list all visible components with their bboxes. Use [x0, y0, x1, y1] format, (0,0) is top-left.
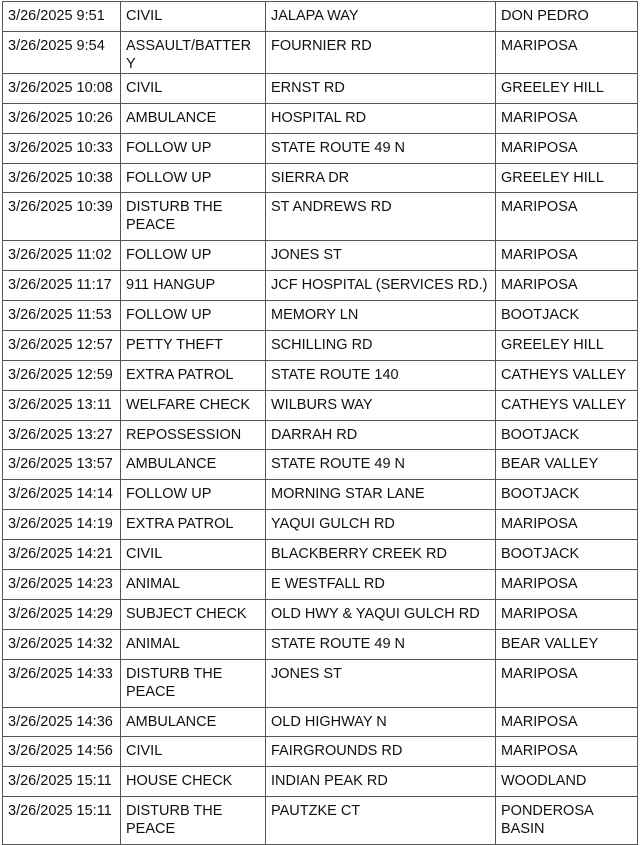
cell-area: MARIPOSA	[496, 659, 638, 707]
cell-area: MARIPOSA	[496, 271, 638, 301]
cell-incident-type: DISTURB THE PEACE	[121, 797, 266, 845]
cell-datetime: 3/26/2025 14:19	[3, 510, 121, 540]
cell-incident-type: DISTURB THE PEACE	[121, 659, 266, 707]
cell-datetime: 3/26/2025 14:32	[3, 629, 121, 659]
cell-incident-type: FOLLOW UP	[121, 163, 266, 193]
cell-location: JONES ST	[266, 659, 496, 707]
cell-location: JALAPA WAY	[266, 2, 496, 32]
cell-area: MARIPOSA	[496, 570, 638, 600]
table-row	[3, 480, 638, 510]
table-row	[3, 360, 638, 390]
table-row	[3, 241, 638, 271]
cell-datetime: 3/26/2025 13:57	[3, 450, 121, 480]
cell-location: BLACKBERRY CREEK RD	[266, 540, 496, 570]
table-row	[3, 420, 638, 450]
cell-location: SCHILLING RD	[266, 330, 496, 360]
cell-location: OLD HWY & YAQUI GULCH RD	[266, 599, 496, 629]
cell-area: PONDEROSA BASIN	[496, 797, 638, 845]
table-row	[3, 707, 638, 737]
cell-incident-type: FOLLOW UP	[121, 480, 266, 510]
cell-incident-type: SUBJECT CHECK	[121, 599, 266, 629]
cell-datetime: 3/26/2025 13:27	[3, 420, 121, 450]
cell-area: BOOTJACK	[496, 420, 638, 450]
table-row	[3, 163, 638, 193]
cell-datetime: 3/26/2025 10:08	[3, 73, 121, 103]
cell-location: ST ANDREWS RD	[266, 193, 496, 241]
cell-datetime: 3/26/2025 9:54	[3, 31, 121, 73]
cell-area: MARIPOSA	[496, 133, 638, 163]
cell-location: STATE ROUTE 49 N	[266, 629, 496, 659]
cell-datetime: 3/26/2025 11:17	[3, 271, 121, 301]
cell-datetime: 3/26/2025 14:33	[3, 659, 121, 707]
cell-incident-type: ANIMAL	[121, 629, 266, 659]
table-row	[3, 797, 638, 845]
cell-area: BOOTJACK	[496, 540, 638, 570]
cell-incident-type: PETTY THEFT	[121, 330, 266, 360]
cell-incident-type: REPOSSESSION	[121, 420, 266, 450]
cell-area: BOOTJACK	[496, 301, 638, 331]
table-row	[3, 103, 638, 133]
table-row	[3, 31, 638, 73]
cell-area: BEAR VALLEY	[496, 629, 638, 659]
cell-datetime: 3/26/2025 11:53	[3, 301, 121, 331]
table-row	[3, 767, 638, 797]
table-row	[3, 599, 638, 629]
cell-location: DARRAH RD	[266, 420, 496, 450]
table-row	[3, 737, 638, 767]
cell-area: CATHEYS VALLEY	[496, 390, 638, 420]
cell-area: BEAR VALLEY	[496, 450, 638, 480]
cell-datetime: 3/26/2025 14:14	[3, 480, 121, 510]
cell-area: MARIPOSA	[496, 599, 638, 629]
cell-datetime: 3/26/2025 14:56	[3, 737, 121, 767]
table-row	[3, 450, 638, 480]
cell-area: CATHEYS VALLEY	[496, 360, 638, 390]
cell-location: SIERRA DR	[266, 163, 496, 193]
cell-area: GREELEY HILL	[496, 73, 638, 103]
cell-incident-type: ASSAULT/BATTERY	[121, 31, 266, 73]
cell-area: MARIPOSA	[496, 103, 638, 133]
cell-datetime: 3/26/2025 12:57	[3, 330, 121, 360]
cell-datetime: 3/26/2025 9:51	[3, 2, 121, 32]
cell-incident-type: FOLLOW UP	[121, 133, 266, 163]
cell-incident-type: CIVIL	[121, 2, 266, 32]
cell-incident-type: AMBULANCE	[121, 103, 266, 133]
cell-incident-type: AMBULANCE	[121, 707, 266, 737]
cell-area: MARIPOSA	[496, 510, 638, 540]
cell-datetime: 3/26/2025 10:33	[3, 133, 121, 163]
cell-incident-type: EXTRA PATROL	[121, 360, 266, 390]
cell-area: GREELEY HILL	[496, 330, 638, 360]
cell-incident-type: FOLLOW UP	[121, 241, 266, 271]
cell-area: MARIPOSA	[496, 241, 638, 271]
cell-location: PAUTZKE CT	[266, 797, 496, 845]
cell-incident-type: HOUSE CHECK	[121, 767, 266, 797]
cell-area: BOOTJACK	[496, 480, 638, 510]
cell-area: MARIPOSA	[496, 737, 638, 767]
cell-incident-type: DISTURB THE PEACE	[121, 193, 266, 241]
cell-datetime: 3/26/2025 14:36	[3, 707, 121, 737]
table-row	[3, 133, 638, 163]
table-row	[3, 390, 638, 420]
table-row	[3, 2, 638, 32]
cell-location: E WESTFALL RD	[266, 570, 496, 600]
cell-datetime: 3/26/2025 14:21	[3, 540, 121, 570]
cell-datetime: 3/26/2025 10:39	[3, 193, 121, 241]
table-row	[3, 659, 638, 707]
cell-location: STATE ROUTE 49 N	[266, 450, 496, 480]
table-row	[3, 271, 638, 301]
incident-log-table	[2, 1, 638, 845]
cell-datetime: 3/26/2025 10:38	[3, 163, 121, 193]
cell-area: DON PEDRO	[496, 2, 638, 32]
table-row	[3, 330, 638, 360]
cell-location: OLD HIGHWAY N	[266, 707, 496, 737]
table-row	[3, 73, 638, 103]
cell-incident-type: ANIMAL	[121, 570, 266, 600]
cell-area: GREELEY HILL	[496, 163, 638, 193]
table-row	[3, 540, 638, 570]
cell-datetime: 3/26/2025 15:11	[3, 797, 121, 845]
cell-datetime: 3/26/2025 14:23	[3, 570, 121, 600]
cell-location: YAQUI GULCH RD	[266, 510, 496, 540]
cell-area: WOODLAND	[496, 767, 638, 797]
cell-location: MORNING STAR LANE	[266, 480, 496, 510]
cell-incident-type: 911 HANGUP	[121, 271, 266, 301]
cell-location: JONES ST	[266, 241, 496, 271]
cell-area: MARIPOSA	[496, 707, 638, 737]
cell-datetime: 3/26/2025 12:59	[3, 360, 121, 390]
table-row	[3, 570, 638, 600]
cell-datetime: 3/26/2025 15:11	[3, 767, 121, 797]
cell-location: FOURNIER RD	[266, 31, 496, 73]
incident-log-body	[3, 2, 638, 845]
cell-datetime: 3/26/2025 13:11	[3, 390, 121, 420]
cell-incident-type: WELFARE CHECK	[121, 390, 266, 420]
cell-location: STATE ROUTE 49 N	[266, 133, 496, 163]
cell-location: FAIRGROUNDS RD	[266, 737, 496, 767]
table-row	[3, 629, 638, 659]
cell-location: INDIAN PEAK RD	[266, 767, 496, 797]
cell-location: STATE ROUTE 140	[266, 360, 496, 390]
cell-location: WILBURS WAY	[266, 390, 496, 420]
cell-area: MARIPOSA	[496, 31, 638, 73]
table-row	[3, 510, 638, 540]
cell-incident-type: EXTRA PATROL	[121, 510, 266, 540]
cell-datetime: 3/26/2025 11:02	[3, 241, 121, 271]
cell-location: MEMORY LN	[266, 301, 496, 331]
cell-location: ERNST RD	[266, 73, 496, 103]
cell-location: HOSPITAL RD	[266, 103, 496, 133]
cell-datetime: 3/26/2025 10:26	[3, 103, 121, 133]
cell-datetime: 3/26/2025 14:29	[3, 599, 121, 629]
table-row	[3, 301, 638, 331]
cell-area: MARIPOSA	[496, 193, 638, 241]
cell-location: JCF HOSPITAL (SERVICES RD.)	[266, 271, 496, 301]
cell-incident-type: CIVIL	[121, 540, 266, 570]
cell-incident-type: AMBULANCE	[121, 450, 266, 480]
cell-incident-type: FOLLOW UP	[121, 301, 266, 331]
cell-incident-type: CIVIL	[121, 73, 266, 103]
cell-incident-type: CIVIL	[121, 737, 266, 767]
table-row	[3, 193, 638, 241]
